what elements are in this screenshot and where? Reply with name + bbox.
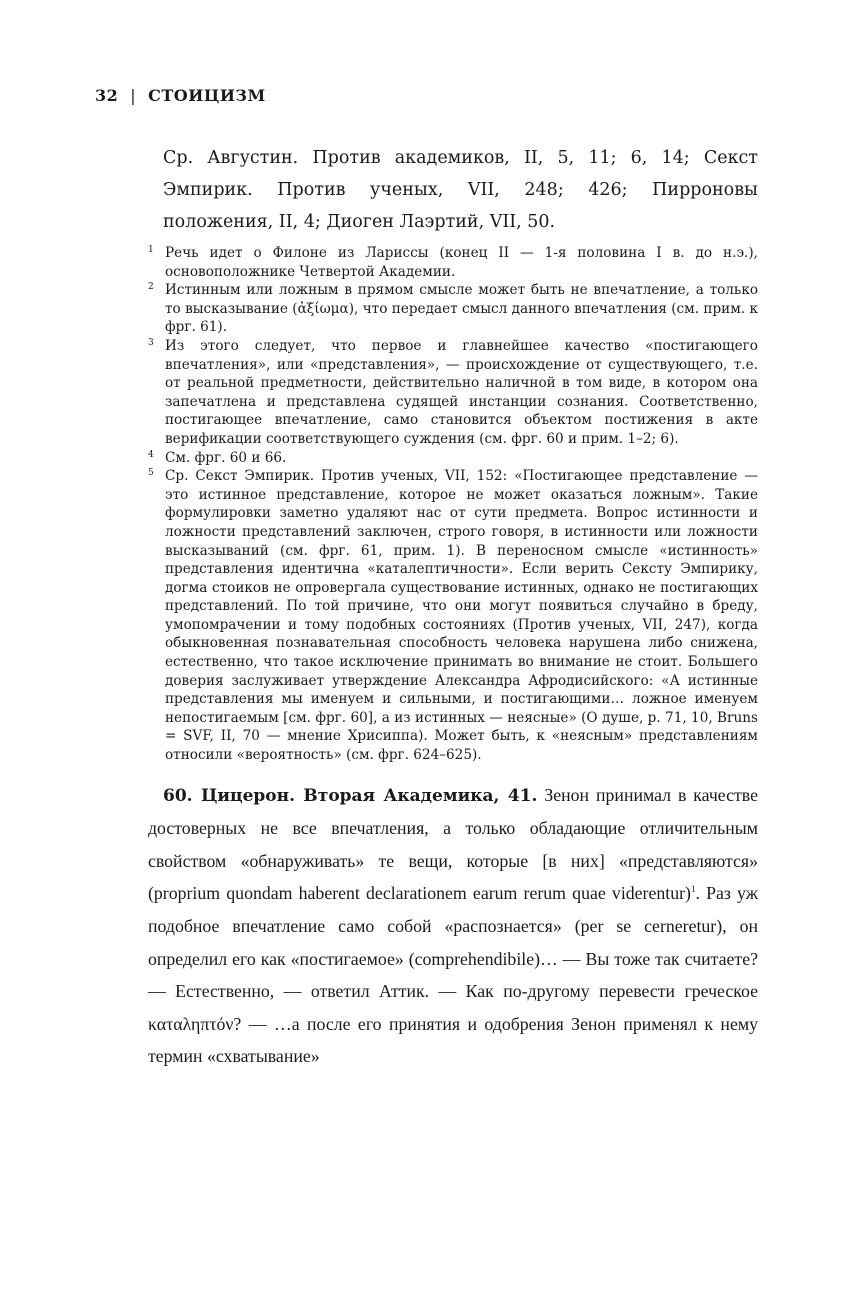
section-title: СТОИЦИЗМ xyxy=(148,86,266,105)
footnote-4 xyxy=(148,449,758,468)
fragment-text-part2: . Раз уж подобное впечатление само собой «распознается» (per se cerneretur), он определил его как «постигаемое» (comprehendibile)… — Вы тоже так считаете? — Естественно, — ответил Аттик. — Как по-другому перевести греческое καταληπτόν? — …а после его принятия и одобрения Зенон применял к нему термин «схватывание» xyxy=(148,883,758,1067)
lead-reference: Ср. Августин. Против академиков, II, 5, 11; 6, 14; Секст Эмпирик. Против ученых, VII, 248; 426; Пирроновы положения, II, 4; Диоген Лаэртий, VII, 50. xyxy=(163,148,758,232)
fragment-60 xyxy=(148,779,758,1073)
footnote-number: 1 xyxy=(148,245,154,255)
footnote-3 xyxy=(148,337,758,449)
footnote-1 xyxy=(148,244,758,281)
fragment-heading: 60. Цицерон. Вторая Академика, 41. xyxy=(163,785,538,806)
footnote-ref: 1 xyxy=(690,884,696,895)
footnotes-list xyxy=(148,244,758,765)
footnote-text: Ср. Секст Эмпирик. Против ученых, VII, 152: «Постигающее представление — это истинное представление, которое не может оказаться ложным». Такие формулировки заметно удаляют нас от сути предмета. Вопрос истинности и ложности представлений заключен, строго говоря, в истинности или ложности высказываний (см. фрг. 61, прим. 1). В переносном смысле «истинность» представления идентична «каталептичности». Если верить Сексту Эмпирику, догма стоиков не опровергала существование истинных, однако не постигающих представлений. По той причине, что они могут появиться случайно в бреду, умопомрачении и тому подобных состояниях (Против ученых, VII, 247), когда обыкновенная познавательная способность человека нарушена либо снижена, естественно, что такое исключение принимать во внимание не стоит. Большего доверия заслуживает утверждение Александра Афродисийского: «А истинные представления мы именуем и сильными, и постигающими… ложное именуем непостигаемым [см. фрг. 60], а из истинных — неясные» (О душе, p. 71, 10, Bruns = SVF, II, 70 — мнение Хрисиппа). Может быть, к «неясным» представлениям относили «вероятность» (см. фрг. 624–625). xyxy=(165,468,758,764)
footnote-number: 2 xyxy=(148,282,154,293)
page-number: 32 xyxy=(95,86,119,105)
footnote-number: 5 xyxy=(148,468,154,479)
header-separator: | xyxy=(130,86,137,105)
running-head xyxy=(95,86,266,105)
footnote-text: Истинным или ложным в прямом смысле может быть не впечатление, а только то высказывание (ἀξίωμα), что передает смысл данного впечатления (см. прим. к фрг. 61). xyxy=(165,282,758,336)
page-content xyxy=(148,142,758,1073)
footnote-text: Из этого следует, что первое и главнейшее качество «постигающего впечатления», или «представления», — происхождение от существующего, т.е. от реальной предметности, действительно наличной в том виде, в котором она запечатлена и представлена судящей инстанции сознания. Соответственно, постигающее впечатление, само становится объектом постижения в акте верификации соответствующего суждения (см. фрг. 60 и прим. 1–2; 6). xyxy=(165,337,758,447)
footnote-text: Речь идет о Филоне из Ларисcы (конец II — 1-я половина I в. до н.э.), основоположнике Четвертой Академии. xyxy=(165,245,758,280)
footnote-2 xyxy=(148,281,758,337)
footnote-5 xyxy=(148,467,758,765)
fragment-text-part1: Зенон принимал в качестве достоверных не все впечатления, а только обладающие отличительным свойством «обнаруживать» те вещи, которые [в них] «представляются» (proprium quondam haberent declarationem earum rerum quae viderentur) xyxy=(148,784,758,904)
footnote-number: 4 xyxy=(148,449,154,460)
footnote-number: 3 xyxy=(148,337,154,348)
footnote-text: См. фрг. 60 и 66. xyxy=(165,449,287,466)
